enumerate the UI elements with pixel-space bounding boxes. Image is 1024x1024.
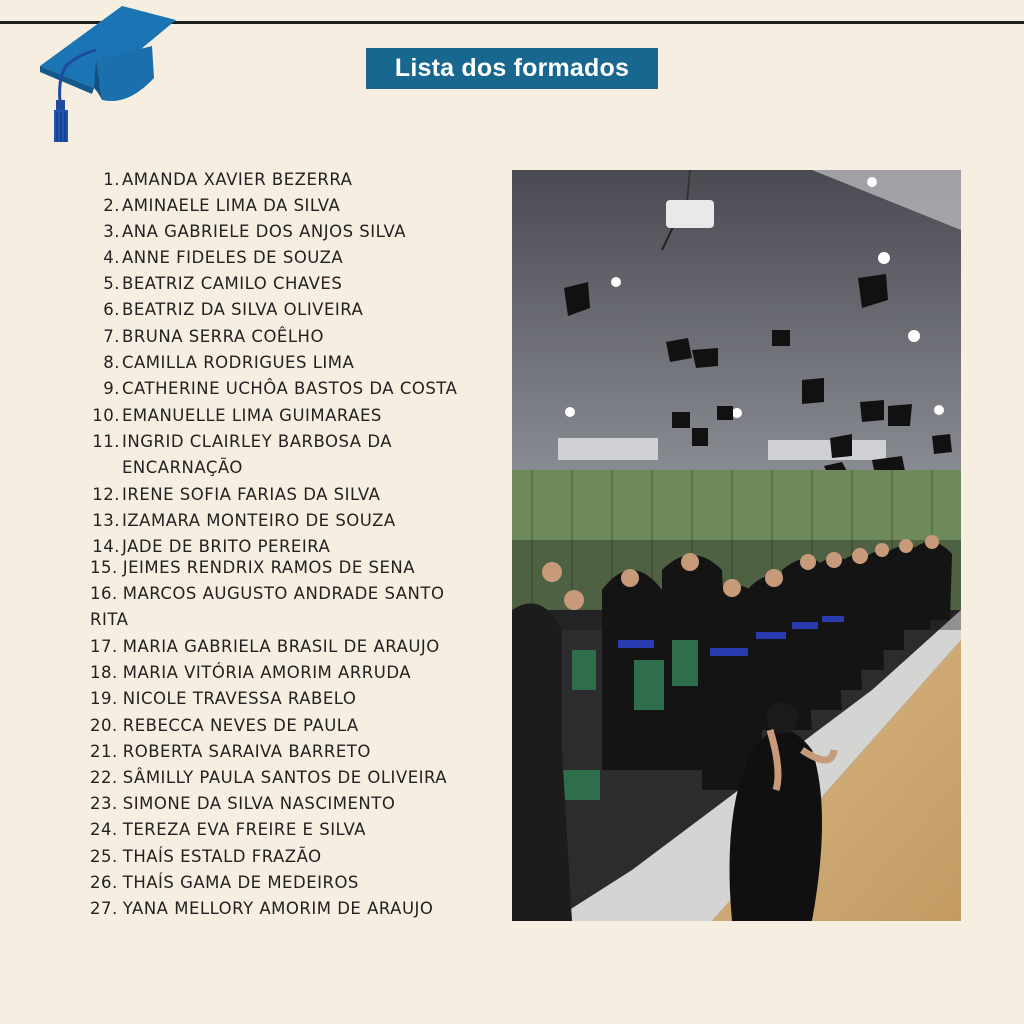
graduate-number: 11. [92, 432, 120, 451]
graduate-number: 25. [90, 847, 118, 866]
graduate-name: YANA MELLORY AMORIM DE ARAUJO [122, 899, 434, 918]
graduate-number: 24. [90, 820, 118, 839]
graduate-item [90, 482, 380, 508]
graduate-number: 2. [103, 196, 120, 215]
graduate-item [90, 167, 352, 193]
graduate-item [90, 403, 382, 429]
graduate-item [90, 686, 356, 712]
graduation-cap-icon [36, 2, 182, 148]
graduate-number: 12. [92, 485, 120, 504]
graduate-number: 13. [92, 511, 120, 530]
graduate-name: MARCOS AUGUSTO ANDRADE SANTO [122, 584, 445, 603]
graduate-name: ANNE FIDELES DE SOUZA [122, 248, 344, 267]
graduate-name: BRUNA SERRA COÊLHO [122, 327, 324, 346]
graduate-item [90, 245, 343, 271]
graduate-item [90, 324, 324, 350]
graduate-number: 27. [90, 899, 118, 918]
graduate-item [90, 508, 396, 534]
graduate-item [90, 713, 359, 739]
graduate-item [90, 376, 457, 402]
graduate-item [90, 429, 392, 481]
graduate-name: AMANDA XAVIER BEZERRA [122, 170, 353, 189]
graduate-item [90, 817, 366, 843]
graduate-item [90, 844, 322, 870]
graduate-name: INGRID CLAIRLEY BARBOSA DA [122, 432, 393, 451]
graduate-item [90, 870, 359, 896]
graduate-number: 15. [90, 558, 118, 577]
graduate-number: 26. [90, 873, 118, 892]
graduate-name: AMINAELE LIMA DA SILVA [122, 196, 341, 215]
graduate-item [90, 791, 395, 817]
graduate-name: SIMONE DA SILVA NASCIMENTO [122, 794, 396, 813]
graduate-name: SÂMILLY PAULA SANTOS DE OLIVEIRA [122, 768, 448, 787]
graduate-item [90, 350, 354, 376]
graduate-number: 18. [90, 663, 118, 682]
graduate-name-continued: ENCARNAÇÃO [122, 458, 243, 477]
graduate-item [90, 297, 363, 323]
graduate-name: MARIA VITÓRIA AMORIM ARRUDA [122, 663, 412, 682]
graduate-name: JEIMES RENDRIX RAMOS DE SENA [122, 558, 416, 577]
graduate-name: THAÍS ESTALD FRAZÃO [122, 847, 322, 866]
graduate-number: 7. [103, 327, 120, 346]
graduate-name: TEREZA EVA FREIRE E SILVA [122, 820, 366, 839]
graduate-name: ROBERTA SARAIVA BARRETO [122, 742, 371, 761]
graduate-number: 5. [103, 274, 120, 293]
graduate-name: CAMILLA RODRIGUES LIMA [122, 353, 355, 372]
graduate-item [90, 896, 433, 922]
graduate-name: CATHERINE UCHÔA BASTOS DA COSTA [122, 379, 458, 398]
graduate-item [90, 660, 411, 686]
graduate-number: 21. [90, 742, 118, 761]
graduate-item [90, 739, 371, 765]
graduate-number: 4. [103, 248, 120, 267]
graduate-number: 10. [92, 406, 120, 425]
graduate-number: 20. [90, 716, 118, 735]
graduate-number: 3. [103, 222, 120, 241]
graduate-number: 8. [103, 353, 120, 372]
graduate-name: JADE DE BRITO PEREIRA [122, 537, 331, 556]
graduate-item [90, 219, 406, 245]
graduate-number: 16. [90, 584, 118, 603]
graduation-photo [512, 170, 961, 921]
graduate-name: NICOLE TRAVESSA RABELO [122, 689, 357, 708]
graduate-name: REBECCA NEVES DE PAULA [122, 716, 359, 735]
graduate-number: 9. [103, 379, 120, 398]
graduate-item [90, 581, 444, 633]
page-title: Lista dos formados [366, 48, 658, 89]
graduate-name: THAÍS GAMA DE MEDEIROS [122, 873, 359, 892]
graduate-name: ANA GABRIELE DOS ANJOS SILVA [122, 222, 407, 241]
graduate-number: 14. [92, 537, 120, 556]
graduate-number: 1. [103, 170, 120, 189]
graduate-item [90, 634, 440, 660]
graduate-item [90, 193, 340, 219]
graduate-item [90, 765, 447, 791]
graduate-name: BEATRIZ CAMILO CHAVES [122, 274, 343, 293]
graduate-name: IZAMARA MONTEIRO DE SOUZA [122, 511, 396, 530]
graduate-name: IRENE SOFIA FARIAS DA SILVA [122, 485, 381, 504]
graduate-name: EMANUELLE LIMA GUIMARAES [122, 406, 382, 425]
graduate-number: 17. [90, 637, 118, 656]
graduate-number: 6. [103, 300, 120, 319]
graduate-name-continued: RITA [90, 610, 129, 629]
graduate-name: MARIA GABRIELA BRASIL DE ARAUJO [122, 637, 440, 656]
graduate-number: 23. [90, 794, 118, 813]
graduate-item [90, 271, 342, 297]
graduate-number: 19. [90, 689, 118, 708]
graduate-name: BEATRIZ DA SILVA OLIVEIRA [122, 300, 364, 319]
graduate-item [90, 555, 415, 581]
graduate-number: 22. [90, 768, 118, 787]
